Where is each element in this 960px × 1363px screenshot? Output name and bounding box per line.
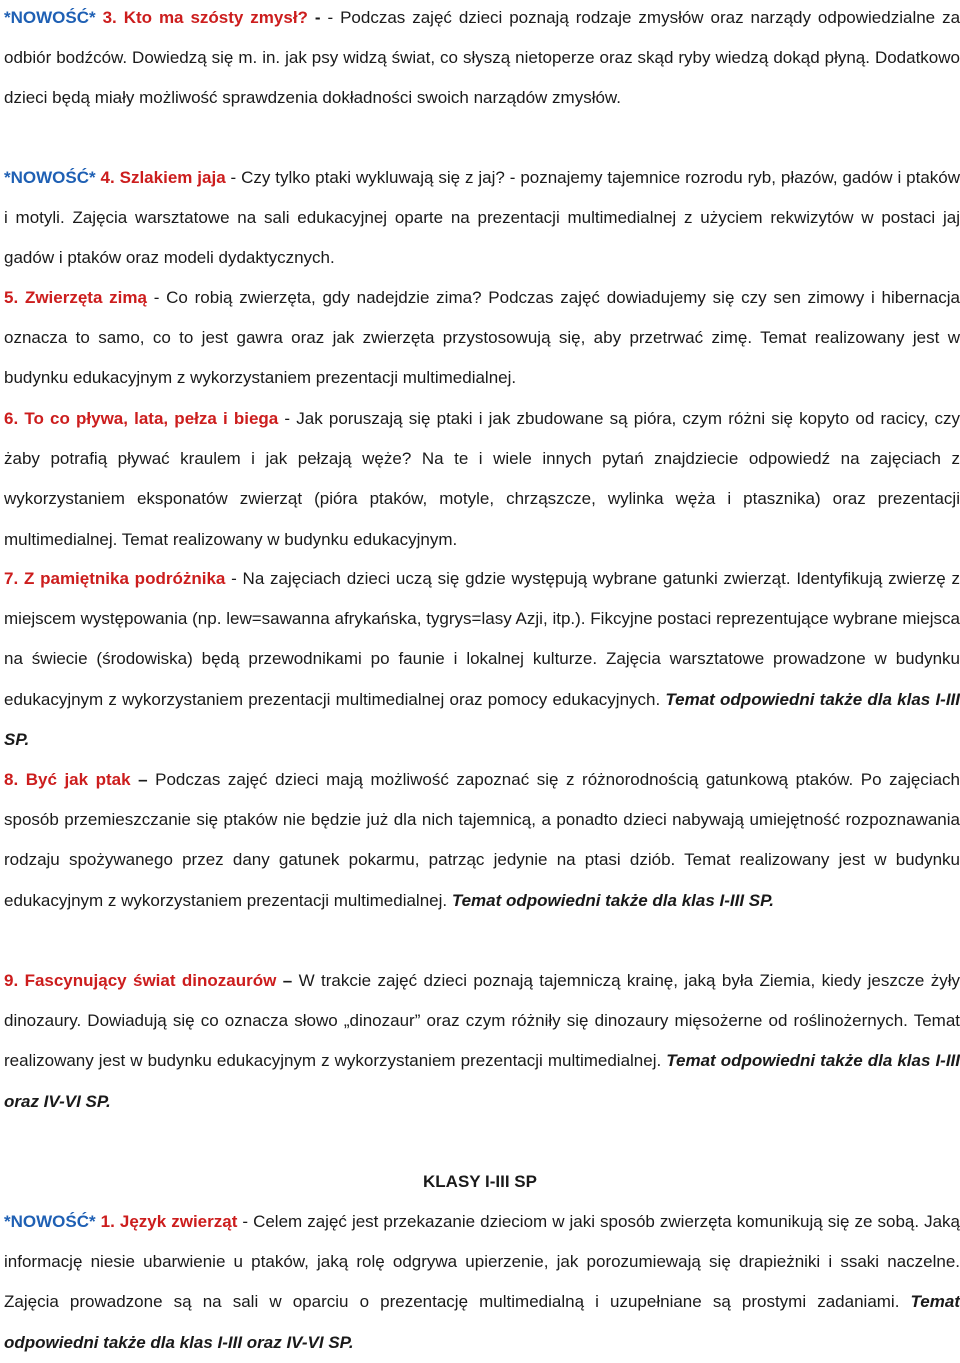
topic-title: Szlakiem jaja <box>119 168 226 187</box>
topic-body: Podczas zajęć dzieci mają możliwość zapoznać się z różnorodnością gatunkową ptaków. Po zajęciach sposób przemieszczanie się ptaków nie będzie już dla nich tajemnicą, a ponadto dzieci nabywają umiejętność rozpoznawania rodzaju spożywanego przez dany gatunek pokarmu, patrząc jedynie na ptasi dziób. Temat realizowany jest w budynku edukacyjnym z wykorzystaniem prezentacji multimedialnej. <box>4 770 960 910</box>
section-heading: KLASY I-III SP <box>423 1172 537 1191</box>
topic-title: Kto ma szósty zmysł? <box>123 8 308 27</box>
topic-body: - Celem zajęć jest przekazanie dzieciom w jaki sposób zwierzęta komunikują się ze sobą. Jaką informację niesie ubarwienie u ptaków, jaką rolę odgrywa upierzenie, jak porozumiewają się drapieżniki i ssaki naczelne. Zajęcia prowadzone są na sali w oparciu o prezentację multimedialną i uzupełniane są prostymi zadaniami. <box>4 1212 960 1312</box>
topic-title: Język zwierząt <box>119 1212 238 1231</box>
topic-paragraph-8 <box>4 760 960 921</box>
topic-title: Być jak ptak <box>25 770 131 789</box>
topic-paragraph-9 <box>4 961 960 1122</box>
topic-note: Temat odpowiedni także dla klas I-III oraz IV-VI SP. <box>4 1292 960 1352</box>
topic-number: 3. <box>102 8 124 27</box>
topic-title: Zwierzęta zimą <box>24 288 147 307</box>
topic-title: Fascynujący świat dinozaurów <box>24 971 277 990</box>
topic-title: To co pływa, lata, pełza i biega <box>24 409 279 428</box>
new-badge: *NOWOŚĆ* <box>4 168 101 187</box>
topic-paragraph-5 <box>4 278 960 399</box>
topic-dash: - <box>307 8 321 27</box>
topic-number: 4. <box>100 168 120 187</box>
topic-number: 9. <box>4 971 25 990</box>
section-topic-paragraph-1 <box>4 1202 960 1363</box>
topic-paragraph-7 <box>4 559 960 760</box>
topic-body: - Czy tylko ptaki wykluwają się z jaj? - poznajemy tajemnice rozrodu ryb, płazów, gadów i ptaków i motyli. Zajęcia warsztatowe na sali edukacyjnej oparte na prezentacji multimedialnej z użyciem rekwizytów w postaci jaj gadów i ptaków oraz modeli dydaktycznych. <box>4 168 960 268</box>
topic-number: 5. <box>4 288 25 307</box>
topic-number: 7. <box>4 569 24 588</box>
topic-dash: – <box>130 770 156 789</box>
topic-note: Temat odpowiedni także dla klas I-III SP. <box>451 890 774 910</box>
topic-number: 6. <box>4 409 25 428</box>
topic-paragraph-6 <box>4 399 960 560</box>
topic-note: Temat odpowiedni także dla klas I-III SP. <box>4 689 960 749</box>
topic-number: 8. <box>4 770 26 789</box>
topic-body: - Co robią zwierzęta, gdy nadejdzie zima? Podczas zajęć dowiadujemy się czy sen zimowy i hibernacja oznacza to samo, co to jest gawra oraz jak zwierzęta przystosowują się, aby przetrwać zimę. Temat realizowany jest w budynku edukacyjnym z wykorzystaniem prezentacji multimedialnej. <box>4 288 960 388</box>
topic-body: - Podczas zajęć dzieci poznają rodzaje zmysłów oraz narządy odpowiedzialne za odbiór bodźców. Dowiedzą się m. in. jak psy widzą świat, co słyszą nietoperze oraz skąd ryby wiedzą dokąd płyną. Dodatkowo dzieci będą miały możliwość sprawdzenia dokładności swoich narządów zmysłów. <box>4 8 960 108</box>
new-badge: *NOWOŚĆ* <box>4 1212 101 1231</box>
topic-paragraph-3 <box>4 0 960 119</box>
topic-note: Temat odpowiedni także dla klas I-III oraz IV-VI SP. <box>4 1051 960 1111</box>
topic-title: Z pamiętnika podróżnika <box>23 569 226 588</box>
topic-number: 1. <box>100 1212 120 1231</box>
topic-paragraph-4 <box>4 158 960 279</box>
topic-body: - Jak poruszają się ptaki i jak zbudowane są pióra, czym różni się kopyto od racicy, czy żaby potrafią pływać kraulem i jak pełzają węże? Na te i wiele innych pytań znajdziecie odpowiedź na zajęciach z wykorzystaniem eksponatów zwierząt (pióra ptaków, motyle, chrząszcze, wylinka węża i ptasznika) oraz prezentacji multimedialnej. Temat realizowany w budynku edukacyjnym. <box>4 409 960 549</box>
topic-dash: – <box>276 971 299 990</box>
topic-body: W trakcie zajęć dzieci poznają tajemniczą krainę, jaką była Ziemia, kiedy jeszcze żyły dinozaury. Dowiadują się co oznacza słowo „dinozaur” oraz czym różniły się dinozaury mięsożerne od roślinożernych. Temat realizowany jest w budynku edukacyjnym z wykorzystaniem prezentacji multimedialnej. <box>4 971 960 1071</box>
topic-body: - Na zajęciach dzieci uczą się gdzie występują wybrane gatunki zwierząt. Identyfikują zwierzę z miejscem występowania (np. lew=sawanna afrykańska, tygrys=lasy Azji, itp.). Fikcyjne postaci reprezentujące wybrane miejsca na świecie (środowiska) będą przewodnikami po faunie i lokalnej kulturze. Zajęcia warsztatowe prowadzone w budynku edukacyjnym z wykorzystaniem prezentacji multimedialnej oraz pomocy edukacyjnych. <box>4 569 960 709</box>
new-badge: *NOWOŚĆ* <box>4 8 103 27</box>
